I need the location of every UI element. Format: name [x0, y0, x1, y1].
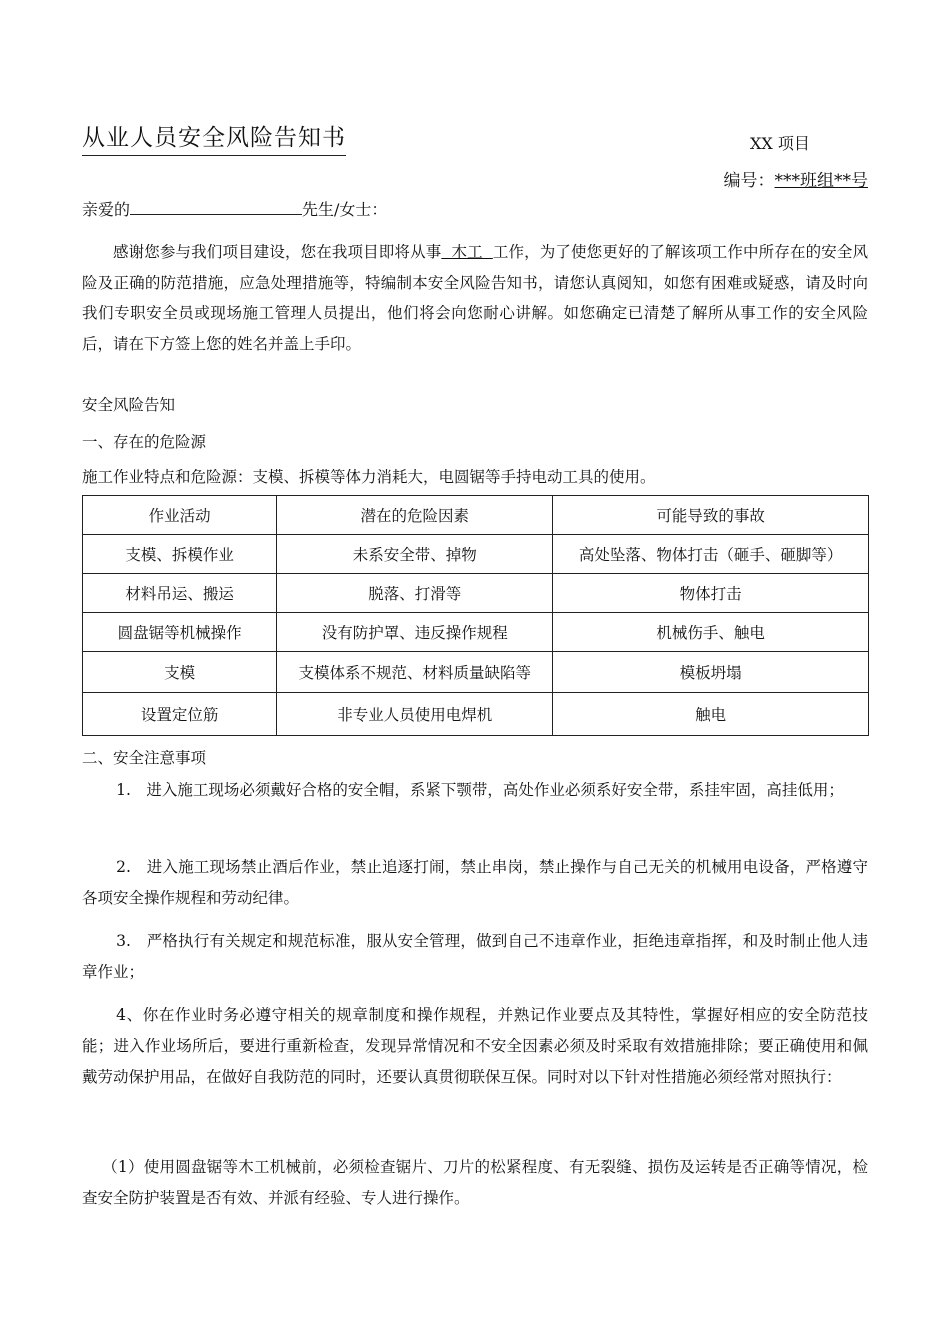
table-cell: 非专业人员使用电焊机	[277, 693, 553, 736]
list-item: 2. 进入施工现场禁止酒后作业，禁止追逐打闹，禁止串岗，禁止操作与自己无关的机械用电设备，严格遵守各项安全操作规程和劳动纪律。	[82, 858, 868, 907]
table-cell: 脱落、打滑等	[277, 574, 553, 613]
greeting-prefix: 亲爱的	[82, 200, 131, 219]
page-title: 从业人员安全风险告知书	[82, 119, 346, 156]
list-item: （1）使用圆盘锯等木工机械前，必须检查锯片、刀片的松紧程度、有无裂缝、损伤及运转是否正确等情况，检查安全防护装置是否有效、并派有经验、专人进行操作。	[82, 1158, 868, 1207]
project-label: XX 项目	[750, 134, 810, 153]
table-cell: 圆盘锯等机械操作	[83, 613, 277, 652]
table-cell: 触电	[553, 693, 869, 736]
table-row	[83, 613, 869, 652]
greeting	[82, 197, 387, 220]
table-header-cell: 作业活动	[83, 496, 277, 535]
table-cell: 设置定位筋	[83, 693, 277, 736]
table-cell: 未系安全带、掉物	[277, 535, 553, 574]
intro-after-job: 工作，为了使您更好的了解该项工作中所存在的安全风险及正确的防范措施，应急处理措施等，特编制本安全风险告知书，请您认真阅知，如您有困难或疑惑，请及时向我们专职安全员或现场施工管理人员提出，他们将会向您耐心讲解。如您确定已清楚了解所从事工作的安全风险后，请在下方签上您的姓名并盖上手印。	[82, 243, 868, 353]
list-item: 4、你在作业时务必遵守相关的规章制度和操作规程，并熟记作业要点及其特性，掌握好相应的安全防范技能；进入作业场所后，要进行重新检查，发现异常情况和不安全因素必须及时采取有效措施排除；要正确使用和佩戴劳动保护用品，在做好自我防范的同时，还要认真贯彻联保互保。同时对以下针对性措施必须经常对照执行：	[82, 1006, 868, 1086]
greeting-suffix: 先生/女士：	[302, 200, 388, 219]
table-cell: 高处坠落、物体打击（砸手、砸脚等）	[553, 535, 869, 574]
table-row	[83, 535, 869, 574]
table-cell: 没有防护罩、违反操作规程	[277, 613, 553, 652]
intro-paragraph	[82, 237, 868, 359]
table-cell: 支模体系不规范、材料质量缺陷等	[277, 652, 553, 693]
table-row	[83, 574, 869, 613]
table-cell: 机械伤手、触电	[553, 613, 869, 652]
table-row	[83, 693, 869, 736]
section-heading: 安全风险告知	[82, 396, 176, 414]
table-cell: 物体打击	[553, 574, 869, 613]
hazard-table	[82, 495, 869, 736]
table-cell: 支模、拆模作业	[83, 535, 277, 574]
part1-description: 施工作业特点和危险源：支模、拆模等体力消耗大，电圆锯等手持电动工具的使用。	[82, 468, 656, 486]
table-cell: 模板坍塌	[553, 652, 869, 693]
table-header-row	[83, 496, 869, 535]
table-header-cell: 可能导致的事故	[553, 496, 869, 535]
table-cell: 支模	[83, 652, 277, 693]
name-blank-line	[130, 200, 302, 215]
table-cell: 材料吊运、搬运	[83, 574, 277, 613]
serial-label: 编号：	[723, 171, 775, 191]
table-row	[83, 652, 869, 693]
serial-number	[724, 166, 869, 191]
intro-before-job: 感谢您参与我们项目建设，您在我项目即将从事	[113, 243, 442, 261]
part2-heading: 二、安全注意事项	[82, 749, 207, 767]
list-item: 1. 进入施工现场必须戴好合格的安全帽，系紧下颚带，高处作业必须系好安全带，系挂牢固，高挂低用；	[116, 781, 844, 799]
part1-heading: 一、存在的危险源	[82, 433, 207, 451]
table-header-cell: 潜在的危险因素	[277, 496, 553, 535]
list-item: 3. 严格执行有关规定和规范标准，服从安全管理，做到自己不违章作业，拒绝违章指挥，和及时制止他人违章作业；	[82, 932, 868, 981]
serial-value: ***班组**号	[774, 171, 868, 191]
job-field: 木工	[441, 243, 493, 261]
